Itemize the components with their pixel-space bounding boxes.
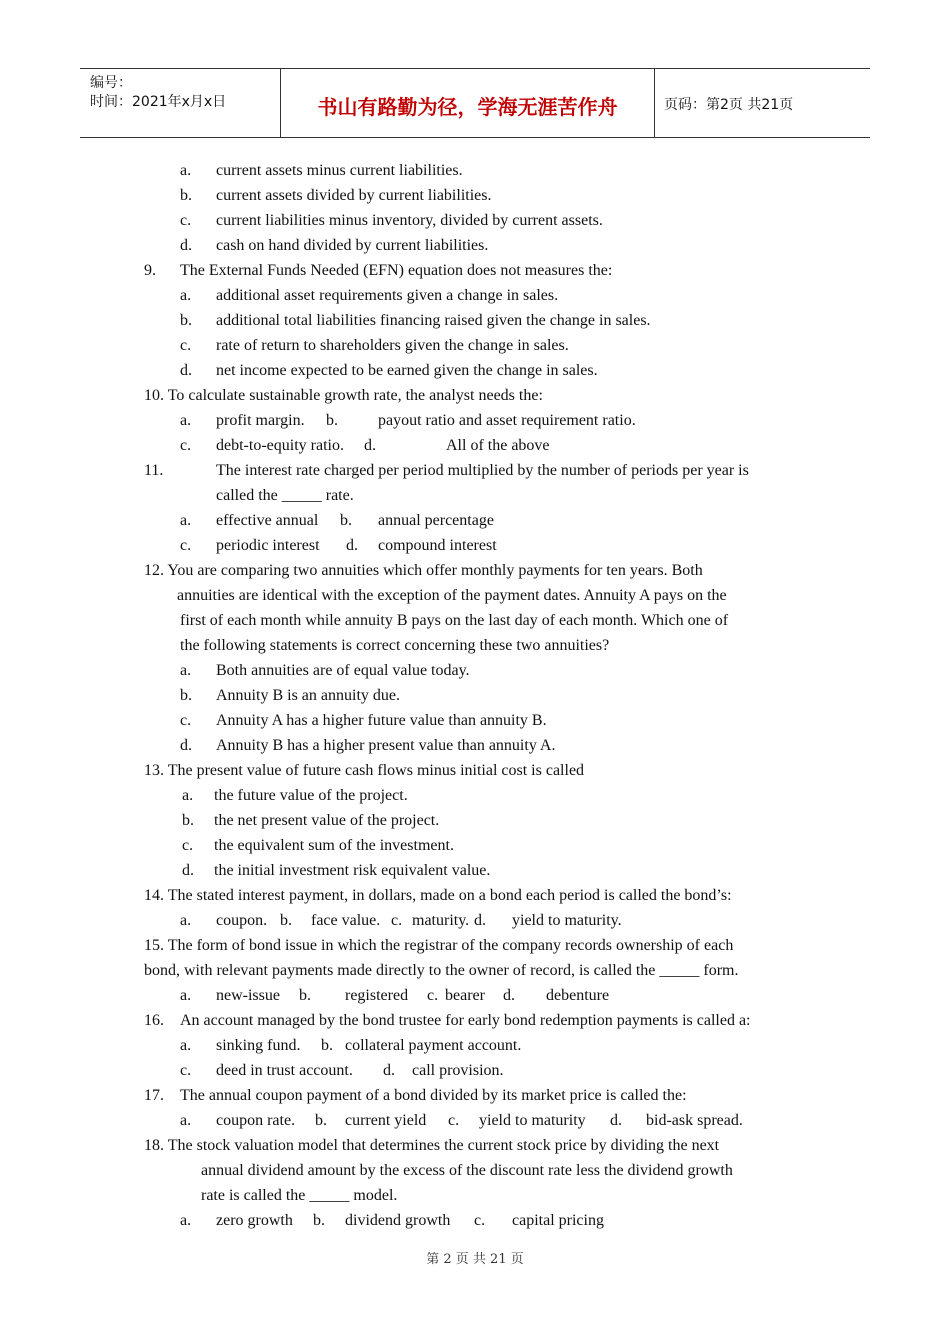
option-marker: a.	[180, 912, 192, 929]
q8-option-c: current liabilities minus inventory, divided by current assets.	[216, 212, 603, 229]
q16-option-c: deed in trust account.	[216, 1062, 353, 1079]
q8-option-b: current assets divided by current liabilities.	[216, 187, 492, 204]
q14-option-c: maturity.	[412, 912, 470, 929]
q18-option-a: zero growth	[216, 1212, 293, 1229]
header-right-cell	[654, 69, 870, 137]
option-marker: c.	[448, 1112, 460, 1129]
option-marker: a.	[180, 162, 192, 179]
q9-stem: The External Funds Needed (EFN) equation does not measures the:	[180, 262, 613, 279]
q15-option-c: bearer	[445, 987, 485, 1004]
option-marker: c.	[180, 537, 192, 554]
q12-stem-line-4: the following statements is correct concerning these two annuities?	[180, 637, 610, 654]
q16-option-b: collateral payment account.	[345, 1037, 522, 1054]
q15-stem-line-2: bond, with relevant payments made directly to the owner of record, is called the _____ form.	[144, 962, 739, 979]
q17-number: 17.	[144, 1087, 164, 1104]
q9-option-a: additional asset requirements given a change in sales.	[216, 287, 559, 304]
q10-option-d: All of the above	[446, 437, 550, 454]
q14-stem: 14. The stated interest payment, in dollars, made on a bond each period is called the bond’s:	[144, 887, 732, 904]
option-marker: c.	[182, 837, 194, 854]
q14-option-b: face value.	[311, 912, 381, 929]
option-marker: a.	[180, 287, 192, 304]
q10-option-a: profit margin.	[216, 412, 305, 429]
q10-option-b: payout ratio and asset requirement ratio.	[378, 412, 636, 429]
option-marker: b.	[321, 1037, 333, 1054]
q12-option-b: Annuity B is an annuity due.	[216, 687, 400, 704]
q9-option-b: additional total liabilities financing raised given the change in sales.	[216, 312, 651, 329]
option-marker: c.	[180, 712, 192, 729]
option-marker: b.	[182, 812, 194, 829]
q16-number: 16.	[144, 1012, 164, 1029]
q11-option-d: compound interest	[378, 537, 497, 554]
q15-stem-line-1: 15. The form of bond issue in which the registrar of the company records ownership of each	[144, 937, 734, 954]
header-left-cell	[80, 69, 280, 137]
q17-option-d: bid-ask spread.	[646, 1112, 743, 1129]
option-marker: c.	[474, 1212, 486, 1229]
option-marker: a.	[180, 662, 192, 679]
number-label: 编号：	[90, 75, 132, 91]
q14-option-a: coupon.	[216, 912, 268, 929]
option-marker: d.	[364, 437, 376, 454]
q13-stem: 13. The present value of future cash flows minus initial cost is called	[144, 762, 585, 779]
option-marker: b.	[315, 1112, 327, 1129]
q8-option-d: cash on hand divided by current liabilities.	[216, 237, 489, 254]
q15-option-b: registered	[345, 987, 409, 1004]
q16-stem: An account managed by the bond trustee for early bond redemption payments is called a:	[180, 1012, 751, 1029]
q17-option-a: coupon rate.	[216, 1112, 296, 1129]
option-marker: b.	[180, 687, 192, 704]
option-marker: d.	[503, 987, 515, 1004]
option-marker: b.	[299, 987, 311, 1004]
q18-stem-line-3: rate is called the _____ model.	[201, 1187, 398, 1204]
q17-stem: The annual coupon payment of a bond divided by its market price is called the:	[180, 1087, 687, 1104]
option-marker: b.	[313, 1212, 325, 1229]
option-marker: d.	[180, 737, 192, 754]
q12-option-c: Annuity A has a higher future value than annuity B.	[216, 712, 547, 729]
q12-option-a: Both annuities are of equal value today.	[216, 662, 470, 679]
q17-option-b: current yield	[345, 1112, 427, 1129]
q11-option-b: annual percentage	[378, 512, 494, 529]
q11-number: 11.	[144, 462, 164, 479]
q11-option-a: effective annual	[216, 512, 319, 529]
option-marker: a.	[182, 787, 194, 804]
q17-option-c: yield to maturity	[479, 1112, 586, 1129]
q9-number: 9.	[144, 262, 156, 279]
option-marker: c.	[180, 1062, 192, 1079]
header-middle-cell	[280, 69, 655, 137]
option-marker: a.	[180, 512, 192, 529]
q8-option-a: current assets minus current liabilities.	[216, 162, 463, 179]
q18-option-b: dividend growth	[345, 1212, 451, 1229]
q15-option-a: new-issue	[216, 987, 280, 1004]
q10-option-c: debt-to-equity ratio.	[216, 437, 344, 454]
q12-option-d: Annuity B has a higher present value than annuity A.	[216, 737, 556, 754]
option-marker: b.	[280, 912, 292, 929]
header-motto: 书山有路勤为径，学海无涯苦作舟	[317, 95, 618, 119]
page-footer: 第 2 页 共 21 页	[426, 1252, 524, 1267]
option-marker: c.	[180, 437, 192, 454]
q13-option-d: the initial investment risk equivalent value.	[214, 862, 491, 879]
page-header	[80, 68, 870, 138]
q16-option-a: sinking fund.	[216, 1037, 301, 1054]
option-marker: d.	[180, 362, 192, 379]
q13-option-c: the equivalent sum of the investment.	[214, 837, 454, 854]
time-label: 时间：2021年x月x日	[90, 94, 227, 110]
q10-stem: 10. To calculate sustainable growth rate, the analyst needs the:	[144, 387, 543, 404]
option-marker: a.	[180, 987, 192, 1004]
option-marker: a.	[180, 1212, 192, 1229]
q14-option-d: yield to maturity.	[512, 912, 622, 929]
option-marker: d.	[474, 912, 486, 929]
q18-stem-line-2: annual dividend amount by the excess of the discount rate less the dividend growth	[201, 1162, 733, 1179]
q13-option-b: the net present value of the project.	[214, 812, 440, 829]
option-marker: a.	[180, 412, 192, 429]
option-marker: c.	[427, 987, 439, 1004]
option-marker: b.	[180, 187, 192, 204]
option-marker: d.	[383, 1062, 395, 1079]
option-marker: d.	[346, 537, 358, 554]
q12-stem-line-1: 12. You are comparing two annuities which offer monthly payments for ten years. Both	[144, 562, 703, 579]
page-info: 页码：第2页 共21页	[664, 97, 794, 113]
option-marker: b.	[326, 412, 338, 429]
option-marker: d.	[610, 1112, 622, 1129]
option-marker: d.	[182, 862, 194, 879]
option-marker: c.	[180, 337, 192, 354]
q16-option-d: call provision.	[412, 1062, 504, 1079]
option-marker: a.	[180, 1037, 192, 1054]
q9-option-c: rate of return to shareholders given the change in sales.	[216, 337, 569, 354]
option-marker: c.	[180, 212, 192, 229]
q11-stem-line-2: called the _____ rate.	[216, 487, 354, 504]
option-marker: b.	[340, 512, 352, 529]
option-marker: b.	[180, 312, 192, 329]
q12-stem-line-3: first of each month while annuity B pays on the last day of each month. Which one of	[180, 612, 729, 629]
option-marker: a.	[180, 1112, 192, 1129]
option-marker: d.	[180, 237, 192, 254]
q15-option-d: debenture	[546, 987, 610, 1004]
q18-option-c: capital pricing	[512, 1212, 604, 1229]
q13-option-a: the future value of the project.	[214, 787, 408, 804]
option-marker: c.	[391, 912, 403, 929]
q12-stem-line-2: annuities are identical with the exception of the payment dates. Annuity A pays on the	[177, 587, 727, 604]
q11-option-c: periodic interest	[216, 537, 320, 554]
q9-option-d: net income expected to be earned given the change in sales.	[216, 362, 598, 379]
q11-stem-line-1: The interest rate charged per period multiplied by the number of periods per year is	[216, 462, 749, 479]
q18-stem-line-1: 18. The stock valuation model that determines the current stock price by dividing the next	[144, 1137, 720, 1154]
